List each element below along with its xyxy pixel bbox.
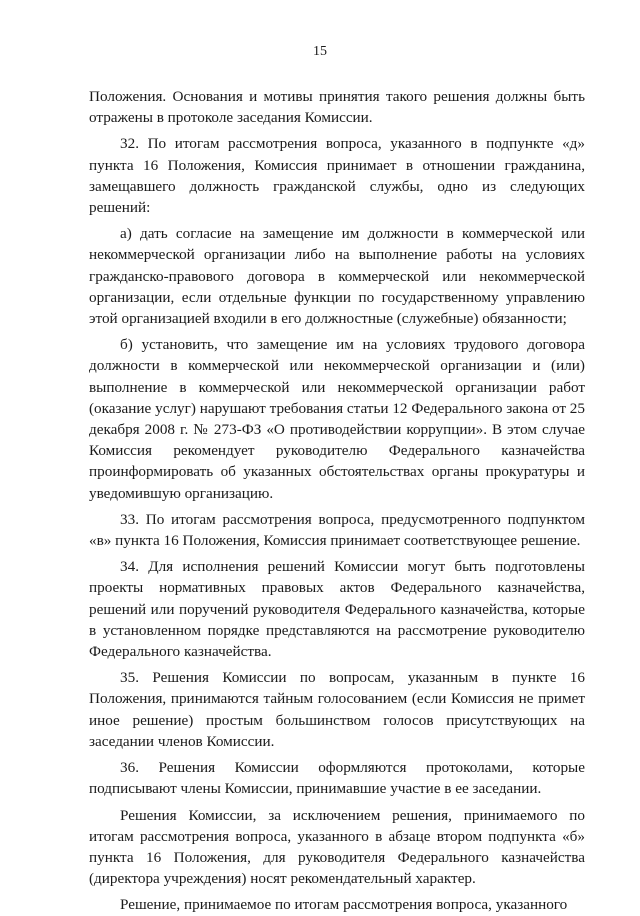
paragraph-item-34: 34. Для исполнения решений Комиссии могут быть подготовлены проекты нормативных правовых актов Федерального казначейства, решений или поручений руководителя Федерального казначейства, которые в установленном порядке представляются на рассмотрение руководителю Федерального казначейства.: [89, 558, 585, 661]
paragraph-item-32: 32. По итогам рассмотрения вопроса, указанного в подпункте «д» пункта 16 Положения, Комиссия принимает в отношении гражданина, замещавшего должность гражданской службы, одно из следующих решений:: [89, 135, 585, 217]
paragraph-subitem-a: а) дать согласие на замещение им должности в коммерческой или некоммерческой организации либо на выполнение работы на условиях гражданско-правового договора в коммерческой или некоммерческой организации, если отдельные функции по государственному управлению этой организацией входили в его должностные (служебные) обязанности;: [89, 225, 585, 328]
paragraph-item-33: 33. По итогам рассмотрения вопроса, предусмотренного подпунктом «в» пункта 16 Положения, Комиссия принимает соответствующее решение.: [89, 510, 585, 550]
document-body: [89, 86, 585, 916]
paragraph-decisions-advisory: Решения Комиссии, за исключением решения, принимаемого по итогам рассмотрения вопроса, указанного в абзаце втором подпункта «б» пункта 16 Положения, для руководителя Федерального казначейства (директора учреждения) носят рекомендательный характер.: [89, 806, 585, 888]
paragraph-item-36: 36. Решения Комиссии оформляются протоколами, которые подписывают члены Комиссии, принимавшие участие в ее заседании.: [89, 759, 585, 798]
paragraph-final-fragment: Решение, принимаемое по итогам рассмотрения вопроса, указанного: [120, 896, 568, 914]
paragraph-continuation: Положения. Основания и мотивы принятия такого решения должны быть отражены в протоколе заседания Комиссии.: [89, 88, 585, 127]
paragraph-item-35: 35. Решения Комиссии по вопросам, указанным в пункте 16 Положения, принимаются тайным голосованием (если Комиссия не примет иное решение) простым большинством голосов присутствующих на заседании членов Комиссии.: [89, 669, 585, 750]
paragraph-subitem-b: б) установить, что замещение им на условиях трудового договора должности в коммерческой или некоммерческой организации и (или) выполнение в коммерческой или некоммерческой организации работ (оказание услуг) нарушают требования статьи 12 Федерального закона от 25 декабря 2008 г. № 273-ФЗ «О противодействии коррупции». В этом случае Комиссия рекомендует руководителю Федерального казначейства проинформировать об указанных обстоятельствах органы прокуратуры и уведомившую организацию.: [89, 336, 585, 502]
page-number: 15: [313, 44, 327, 59]
